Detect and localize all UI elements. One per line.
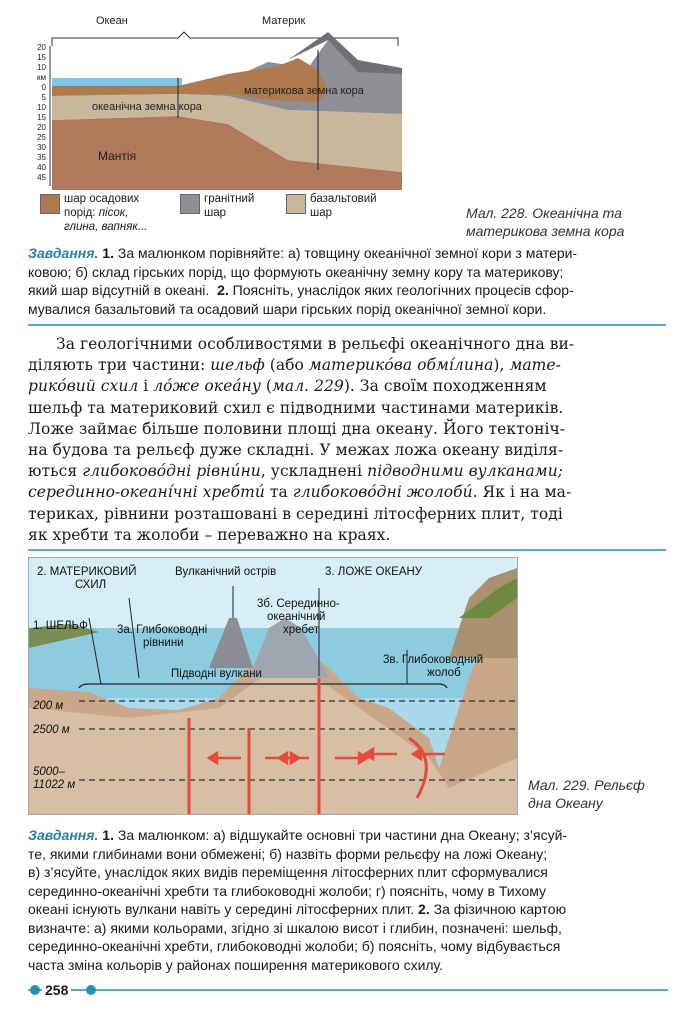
- task-num: 1.: [102, 245, 114, 261]
- ocean-floor-diagram: [28, 557, 518, 815]
- scale-tick: км: [37, 73, 46, 82]
- legend-swatch-granite: [180, 194, 200, 214]
- main-paragraph: [28, 334, 664, 546]
- legend-swatch-basalt: [286, 194, 306, 214]
- scale-tick: 40: [37, 163, 46, 172]
- footer-rule: [28, 989, 668, 991]
- task-text: який шар відсутній в океані.: [28, 282, 210, 298]
- label-mid-ocean-ridge: [257, 598, 340, 637]
- label-continental-slope: [37, 566, 137, 592]
- text-span: ються: [28, 462, 83, 481]
- task-text: За фізичною картою: [433, 901, 567, 917]
- task-text: в) з’ясуйте, унаслідок яких видів переміщення літосферних плит сформувалися: [28, 864, 548, 880]
- scale-tick: 10: [37, 103, 46, 112]
- label-text: 3б. Серединно-: [257, 598, 340, 610]
- legend-text: шар осадових: [64, 193, 140, 205]
- term: шельф: [210, 356, 265, 375]
- legend-text: пісок,: [98, 207, 129, 219]
- legend-text: шар: [204, 207, 227, 219]
- label-ocean: Океан: [96, 15, 128, 27]
- text-span: та: [264, 483, 293, 502]
- label-text: рівнини: [143, 637, 184, 649]
- task-text: ковою; б) склад гірських порід, що формують океанічну земну кору та материкову;: [28, 263, 564, 280]
- figure-229-caption: [528, 776, 678, 812]
- text-line: За геологічними особливостями в рельєфі океанічного дна ви-: [56, 335, 575, 353]
- label-ocean-bed: 3. ЛОЖЕ ОКЕАНУ: [325, 566, 423, 578]
- label-volcanic-island: Вулканічний острів: [175, 566, 277, 578]
- text-line: на будова та рельєф дуже складні. У межах ложа океану виділя-: [28, 441, 564, 460]
- term: глибоковóдні жолобú: [292, 483, 473, 502]
- term: лóже океáну: [153, 377, 261, 396]
- label-text: жолоб: [427, 667, 461, 679]
- scale-tick: 30: [37, 143, 46, 152]
- term: глибоковóдні рівнúни: [82, 462, 261, 481]
- task-text: те, якими глибинами вони обмежені; б) назвіть форми рельєфу на ложі Океану;: [28, 845, 548, 862]
- label-text: 3в. Глибоководний: [383, 654, 484, 666]
- page-dot: [30, 985, 40, 995]
- task-block-1: [28, 244, 666, 318]
- legend-text: базальтовий: [310, 193, 377, 205]
- label-text: 2. МАТЕРИКОВИЙ: [37, 566, 137, 578]
- legend-text: гранітний: [204, 193, 255, 205]
- task-text: океані існують вулкани навіть у середині літосферних плит.: [28, 901, 415, 917]
- task-text: часта зміна кольорів у районах поширення материкового схилу.: [28, 956, 444, 973]
- scale-tick: 20: [37, 43, 46, 52]
- task-text: визначте: а) якими кольорами, згідно зі шкалою висот і глибин, позначені: шельф,: [28, 919, 562, 936]
- scale-tick: 25: [37, 133, 46, 142]
- scale-tick: 0: [41, 83, 46, 92]
- task-num: 2.: [418, 901, 430, 917]
- text-span: діляють три частини:: [28, 356, 211, 375]
- legend-text: порід:: [64, 207, 96, 219]
- crust-diagram: [28, 10, 408, 190]
- scale-tick: 10: [37, 63, 46, 72]
- scale-tick: 35: [37, 153, 46, 162]
- label-continental-crust: материкова земна кора: [244, 85, 364, 97]
- text-line: териках, рівнини розташовані в середині літосферних плит, тоді: [28, 504, 563, 523]
- term: мате-: [509, 356, 561, 375]
- text-span: і: [138, 377, 154, 396]
- label-text: 3а. Глибоководні: [117, 624, 208, 636]
- legend-swatch-sediment: [40, 194, 60, 214]
- text-span: , ускладнені: [260, 462, 368, 481]
- task-block-2: [28, 826, 666, 974]
- label-continent: Материк: [262, 15, 306, 27]
- depth-max: [33, 766, 75, 792]
- task-text: мувалися базальтовий та осадовий шари гірських порід океанічної земної кори.: [28, 300, 547, 317]
- scale-tick: 15: [37, 53, 46, 62]
- label-underwater-volcanoes: Підводні вулкани: [171, 668, 262, 680]
- label-text: хребет: [283, 624, 320, 636]
- task-label: Завдання.: [28, 245, 99, 261]
- label-text: океанічний: [267, 611, 326, 623]
- caption-line: Мал. 228. Океанічна та: [466, 205, 622, 221]
- text-span: (: [260, 377, 273, 396]
- task-text: За малюнком порівняйте: а) товщину океанічної земної кори з матери-: [117, 245, 578, 261]
- term: підводними вулканами;: [367, 462, 564, 481]
- caption-line: материкова земна кора: [466, 223, 625, 239]
- scale-tick: 15: [37, 113, 46, 122]
- label-text: 11022 м: [33, 779, 76, 791]
- label-deep-plains: [117, 624, 207, 650]
- page-dot: [86, 985, 96, 995]
- legend-text: шар: [310, 207, 333, 219]
- term: материкóва обмíлина: [308, 356, 494, 375]
- task-text: За малюнком: а) відшукайте основні три частини дна Океану; з’ясуй-: [117, 827, 568, 843]
- divider: [28, 549, 666, 551]
- text-line: Ложе займає більше половини площі дна океану. Його тектоніч-: [28, 419, 566, 438]
- depth-2500: 2500 м: [33, 724, 70, 736]
- divider: [28, 324, 666, 326]
- term: серединно-океанíчні хребтú: [28, 483, 265, 502]
- text-line: як хребти та жолоби – переважно на краях.: [28, 525, 391, 544]
- label-deep-trench: [383, 654, 483, 680]
- page-number: 258: [42, 982, 71, 998]
- caption-line: дна Океану: [528, 795, 603, 811]
- legend: [40, 190, 470, 240]
- figure-228-caption: [466, 204, 676, 240]
- label-shelf: 1. ШЕЛЬФ: [33, 620, 88, 632]
- label-mantle: Мантія: [98, 149, 137, 163]
- label-text: 5000–: [33, 766, 65, 778]
- scale-tick: 20: [37, 123, 46, 132]
- label-text: СХИЛ: [75, 579, 107, 591]
- term: рикóвий схил: [28, 377, 139, 396]
- text-line: шельф та материковий схил є підводними частинами материків.: [28, 398, 564, 417]
- text-span: ),: [493, 356, 510, 375]
- term: мал. 229: [272, 377, 344, 396]
- task-text: серединно-океанічні хребти та глибоководні жолоби; г) поясніть, чому в Тихому: [28, 882, 547, 899]
- legend-text: глина, вапняк...: [64, 221, 148, 233]
- task-num: 2.: [217, 282, 229, 298]
- scale-tick: 45: [37, 173, 46, 182]
- text-span: (або: [264, 356, 309, 375]
- text-span: ). За своїм походженням: [343, 377, 547, 396]
- task-label: Завдання.: [28, 827, 99, 843]
- task-text: серединно-океанічні хребти, глибоководні жолоби; б) поясніть, чому відбувається: [28, 938, 561, 954]
- depth-200: 200 м: [33, 700, 64, 712]
- task-text: Поясніть, унаслідок яких геологічних процесів сфор-: [232, 282, 574, 298]
- text-span: . Як і на ма-: [472, 483, 572, 502]
- task-num: 1.: [102, 827, 114, 843]
- scale-tick: 5: [41, 93, 46, 102]
- ocean-floor-illustration: [29, 558, 517, 814]
- caption-line: Мал. 229. Рельєф: [528, 777, 645, 793]
- label-oceanic-crust: океанічна земна кора: [92, 101, 202, 113]
